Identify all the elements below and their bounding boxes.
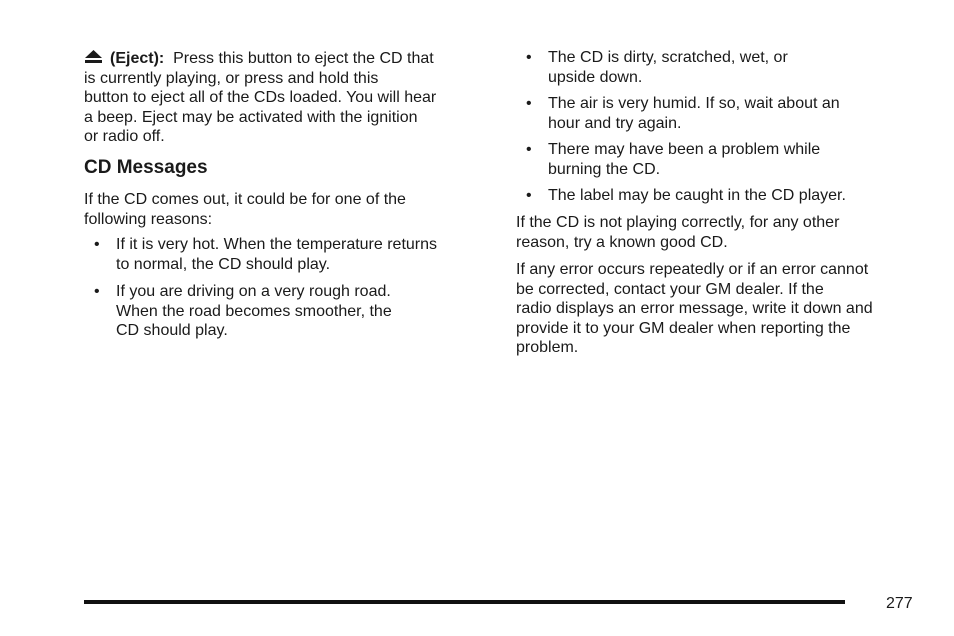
cd-messages-heading: CD Messages: [84, 157, 208, 178]
right-bullet-1-line-2: upside down.: [548, 68, 643, 86]
right-bullet-2-line-1: The air is very humid. If so, wait about an: [548, 95, 840, 112]
left-bullet-2-line-3: CD should play.: [116, 322, 228, 339]
eject-icon: [84, 49, 103, 64]
right-para-2-line-2: be corrected, contact your GM dealer. If the: [516, 280, 824, 298]
right-para-2-line-3: radio displays an error message, write it down and: [516, 300, 873, 317]
left-bullet-1: [94, 235, 438, 274]
left-bullet-2: [94, 282, 392, 341]
right-paragraph-2: [516, 260, 873, 358]
right-para-1-line-2: reason, try a known good CD.: [516, 233, 728, 251]
right-paragraph-1: [516, 213, 839, 252]
eject-line-5: or radio off.: [84, 128, 165, 145]
cd-messages-intro: [84, 190, 406, 229]
right-para-2-line-4: provide it to your GM dealer when reporting the: [516, 319, 851, 337]
right-para-2-line-5: problem.: [516, 339, 579, 356]
page-number: 277: [886, 595, 913, 612]
right-bullet-3-line-2: burning the CD.: [548, 160, 661, 178]
bullet-dot: •: [526, 187, 532, 204]
right-bullet-1-line-1: The CD is dirty, scratched, wet, or: [548, 49, 788, 66]
eject-paragraph: [84, 49, 436, 147]
eject-line-1: [84, 49, 436, 69]
right-para-2-line-1: If any error occurs repeatedly or if an error cannot: [516, 261, 869, 278]
eject-text-1: Press this button to eject the CD that: [173, 50, 434, 67]
right-bullet-1: [526, 48, 788, 87]
left-bullet-2-line-1: If you are driving on a very rough road.: [116, 283, 391, 300]
left-bullet-2-line-2: When the road becomes smoother, the: [116, 302, 392, 320]
eject-line-3: button to eject all of the CDs loaded. You will hear: [84, 89, 437, 106]
right-bullet-4: [526, 186, 846, 206]
eject-line-4: a beep. Eject may be activated with the ignition: [84, 108, 418, 126]
footer-rule: [84, 600, 845, 604]
eject-label: (Eject):: [110, 50, 165, 67]
bullet-dot: •: [94, 283, 100, 300]
bullet-dot: •: [526, 95, 532, 112]
bullet-dot: •: [526, 49, 532, 66]
left-bullet-1-line-2: to normal, the CD should play.: [116, 255, 331, 273]
intro-line-2: following reasons:: [84, 210, 213, 228]
right-bullet-2: [526, 94, 840, 133]
right-para-1-line-1: If the CD is not playing correctly, for any other: [516, 214, 840, 231]
right-bullet-2-line-2: hour and try again.: [548, 114, 682, 132]
right-bullet-3-line-1: There may have been a problem while: [548, 141, 821, 158]
left-bullet-1-line-1: If it is very hot. When the temperature returns: [116, 236, 438, 253]
right-bullet-4-line-1: The label may be caught in the CD player.: [548, 187, 846, 204]
intro-line-1: If the CD comes out, it could be for one of the: [84, 191, 406, 208]
right-bullet-3: [526, 140, 821, 179]
eject-line-2: is currently playing, or press and hold this: [84, 69, 379, 87]
bullet-dot: •: [526, 141, 532, 158]
bullet-dot: •: [94, 236, 100, 253]
